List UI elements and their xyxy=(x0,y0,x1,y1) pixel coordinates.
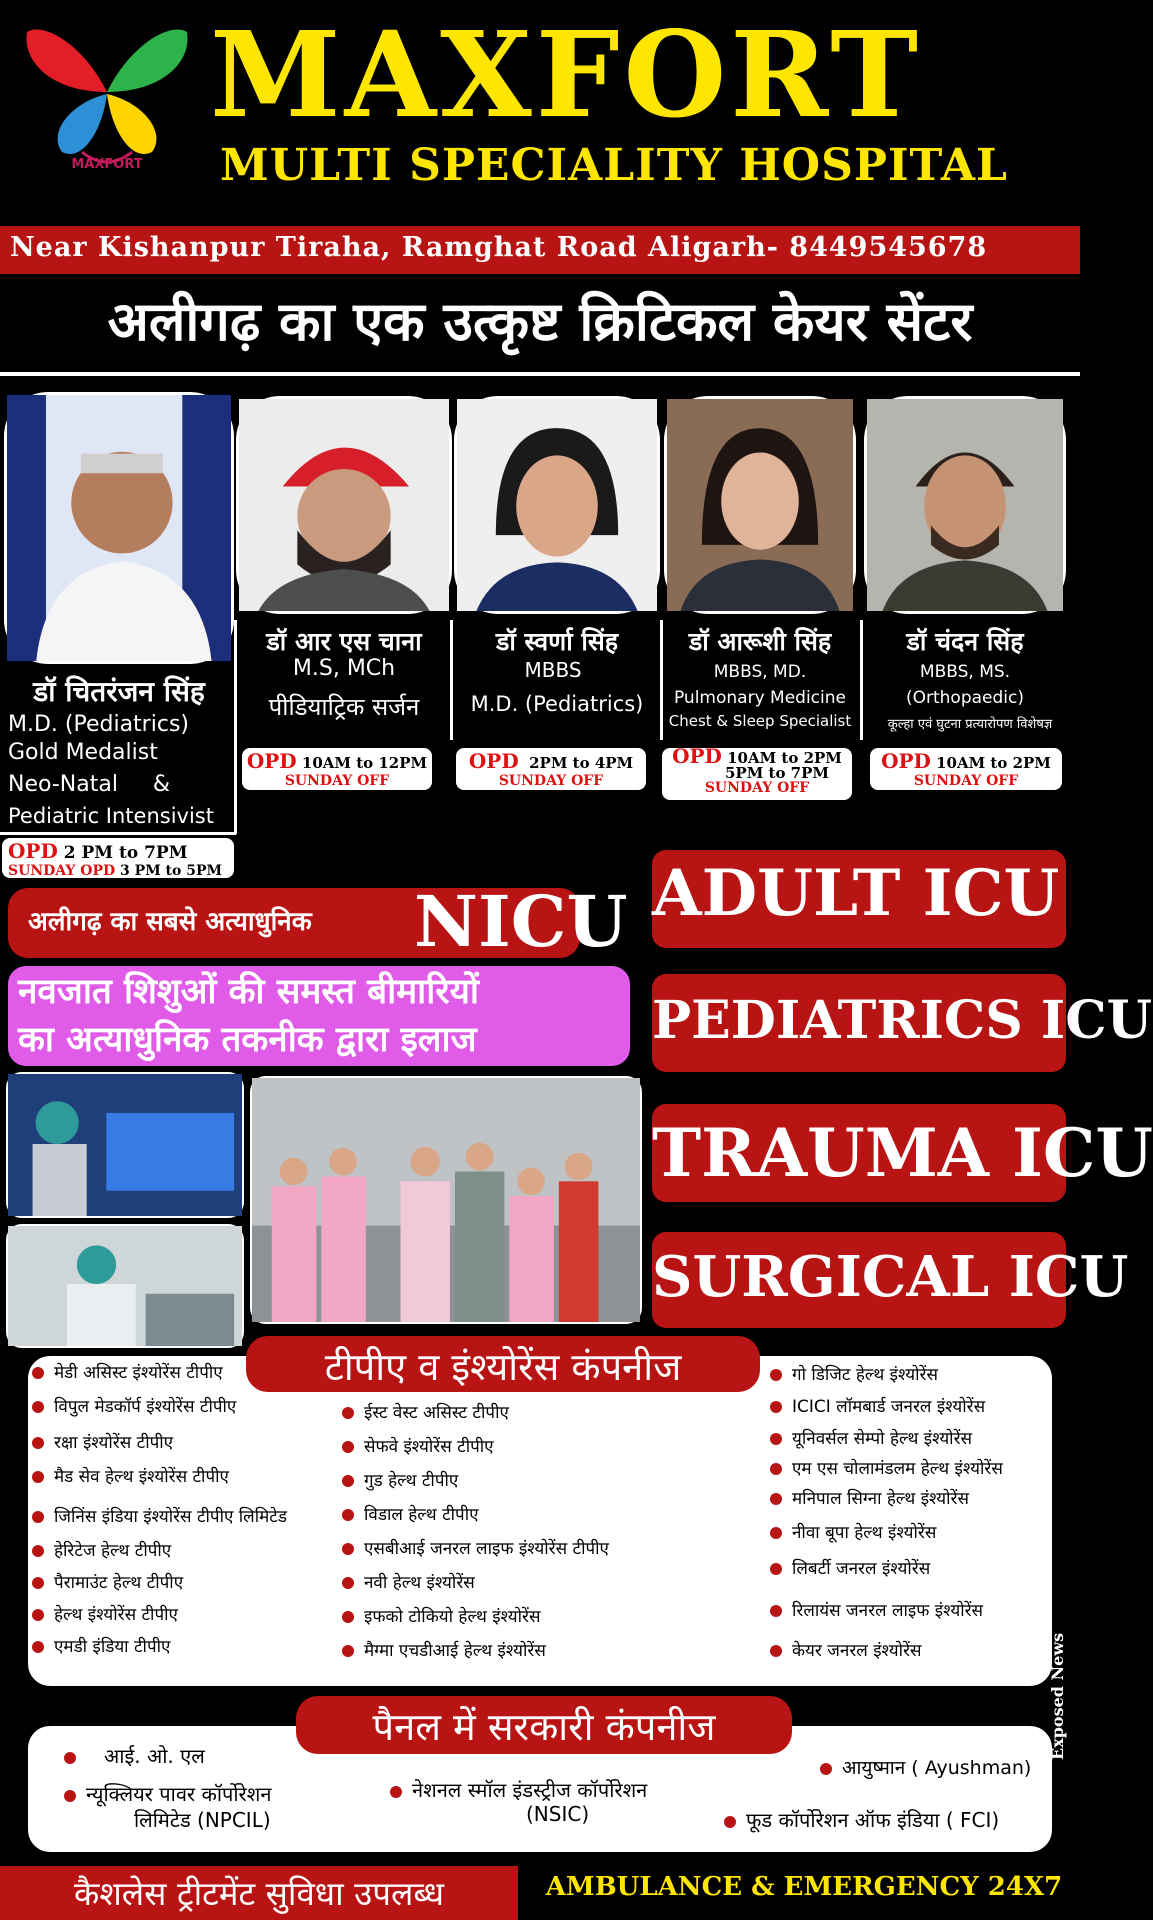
tpa-item-label: नवी हेल्थ इंश्योरेंस xyxy=(364,1573,475,1593)
ambulance-text: AMBULANCE & EMERGENCY 24X7 xyxy=(545,1872,1063,1902)
doctor-name: डॉ आरूशी सिंह xyxy=(688,627,832,656)
opd-label: OPD xyxy=(246,749,297,773)
doctor-qualification: Gold Medalist xyxy=(8,740,158,765)
hospital-subtitle: MULTI SPECIALITY HOSPITAL xyxy=(220,140,1008,191)
bullet-icon xyxy=(32,1471,44,1483)
tpa-item-label: विपुल मेडकॉर्प इंश्योरेंस टीपीए xyxy=(54,1397,237,1417)
tpa-heading: टीपीए व इंश्योरेंस कंपनीज xyxy=(324,1345,682,1389)
bullet-icon xyxy=(820,1763,832,1775)
bullet-icon xyxy=(770,1433,782,1445)
tpa-item xyxy=(32,1464,229,1487)
bullet-icon xyxy=(32,1545,44,1557)
gov-item-label: आई. ओ. एल xyxy=(104,1744,205,1768)
tpa-item-label: एसबीआई जनरल लाइफ इंश्योरेंस टीपीए xyxy=(364,1539,609,1559)
bullet-icon xyxy=(342,1577,354,1589)
tpa-item xyxy=(770,1638,921,1661)
bullet-icon xyxy=(770,1605,782,1617)
opd-note: SUNDAY OFF xyxy=(284,773,390,789)
bullet-icon xyxy=(342,1543,354,1555)
doctor-qualification: M.S, MCh xyxy=(292,656,396,681)
tpa-item-label: मेडी असिस्ट इंश्योरेंस टीपीए xyxy=(54,1363,223,1383)
tpa-item-label: सेफवे इंश्योरेंस टीपीए xyxy=(364,1437,494,1457)
gov-item xyxy=(64,1742,205,1769)
bullet-icon xyxy=(64,1752,76,1764)
bullet-icon xyxy=(342,1475,354,1487)
tpa-item-label: मनिपाल सिग्ना हेल्थ इंश्योरेंस xyxy=(792,1489,969,1509)
bullet-icon xyxy=(342,1441,354,1453)
tpa-item xyxy=(770,1426,972,1449)
tpa-item xyxy=(32,1538,171,1561)
tpa-item-label: हेरिटेज हेल्थ टीपीए xyxy=(54,1541,172,1561)
opd-note-suffix: 3 PM to 5PM xyxy=(115,863,223,879)
column-divider xyxy=(660,620,663,740)
tpa-item xyxy=(770,1556,930,1579)
icu-label: ADULT ICU xyxy=(652,856,1060,931)
nicu-description-line: का अत्याधुनिक तकनीक द्वारा इलाज xyxy=(18,1020,477,1060)
bullet-icon xyxy=(32,1577,44,1589)
divider xyxy=(0,372,1080,376)
opd-time: 10AM to 2PM xyxy=(930,754,1051,772)
tpa-item xyxy=(342,1570,475,1593)
opd-time: 10AM to 12PM xyxy=(296,754,428,772)
doctor-frame-line xyxy=(0,832,236,835)
doctor-qualification: MBBS xyxy=(524,658,582,682)
bullet-icon xyxy=(342,1645,354,1657)
tpa-item-label: मैड सेव हेल्थ इंश्योरेंस टीपीए xyxy=(54,1467,229,1487)
tpa-item-label: ICICI लॉमबार्ड जनरल इंश्योरेंस xyxy=(792,1397,986,1417)
cashless-text: कैशलेस ट्रीटमेंट सुविधा उपलब्ध xyxy=(73,1874,445,1913)
icu-label: SURGICAL ICU xyxy=(652,1244,1129,1310)
tpa-item-label: एम एस चोलामंडलम हेल्थ इंश्योरेंस xyxy=(792,1459,1003,1479)
team-photo xyxy=(250,1076,642,1324)
bullet-icon xyxy=(32,1609,44,1621)
tpa-item xyxy=(32,1394,236,1417)
tpa-column-3 xyxy=(770,1362,1050,1672)
icu-label: PEDIATRICS ICU xyxy=(652,990,1152,1051)
doctor-qualification: Pulmonary Medicine xyxy=(673,688,846,708)
bullet-icon xyxy=(770,1527,782,1539)
bullet-icon xyxy=(770,1401,782,1413)
doctor-photo xyxy=(864,396,1066,614)
doctor-name: डॉ चंदन सिंह xyxy=(906,627,1024,656)
opd-badge xyxy=(2,838,234,878)
gov-item xyxy=(820,1754,1031,1780)
tpa-item xyxy=(32,1430,173,1453)
tpa-item-label: रक्षा इंश्योरेंस टीपीए xyxy=(54,1433,174,1453)
tpa-item xyxy=(342,1604,541,1627)
hospital-title: MAXFORT xyxy=(210,5,923,144)
gov-item-label: नेशनल स्मॉल इंडस्ट्रीज कॉर्पोरेशन xyxy=(412,1778,648,1802)
gov-item xyxy=(724,1806,999,1833)
doctor-photo xyxy=(236,396,452,614)
bullet-icon xyxy=(770,1463,782,1475)
doctor-qualification: Chest & Sleep Specialist xyxy=(668,712,852,730)
tpa-item xyxy=(32,1504,287,1527)
tpa-item xyxy=(32,1634,170,1657)
tpa-item-label: यूनिवर्सल सेम्पो हेल्थ इंश्योरेंस xyxy=(792,1429,973,1449)
address-text: Near Kishanpur Tiraha, Ramghat Road Aligarh- 8449545678 xyxy=(10,232,988,263)
gov-item-label: आयुष्मान ( Ayushman) xyxy=(842,1757,1032,1779)
tpa-item-label: हेल्थ इंश्योरेंस टीपीए xyxy=(54,1605,178,1625)
nicu-tagline: अलीगढ़ का सबसे अत्याधुनिक xyxy=(28,907,312,937)
bullet-icon xyxy=(390,1786,402,1798)
tpa-item xyxy=(770,1520,936,1543)
opd-badge xyxy=(662,744,852,800)
tpa-item-label: गो डिजिट हेल्थ इंश्योरेंस xyxy=(792,1365,938,1385)
gov-heading: पैनल में सरकारी कंपनीज xyxy=(372,1705,716,1749)
tpa-item-label: इफको टोकियो हेल्थ इंश्योरेंस xyxy=(364,1607,541,1627)
bullet-icon xyxy=(342,1509,354,1521)
bullet-icon xyxy=(770,1493,782,1505)
tpa-item xyxy=(342,1400,509,1423)
bullet-icon xyxy=(770,1369,782,1381)
gov-item-continued xyxy=(134,1806,271,1833)
opd-note-opd: OPD xyxy=(80,863,116,879)
doctor-name: डॉ स्वर्णा सिंह xyxy=(495,627,619,656)
tpa-item-label: जिनिंस इंडिया इंश्योरेंस टीपीए लिमिटेड xyxy=(54,1507,287,1527)
opd-time-2: 5PM to 7PM xyxy=(724,764,830,782)
bullet-icon xyxy=(724,1816,736,1828)
bullet-icon xyxy=(32,1437,44,1449)
opd-badge xyxy=(456,748,646,790)
logo-text: MAXFORT xyxy=(71,157,143,172)
doctor-qualification: पीडियाट्रिक सर्जन xyxy=(268,693,420,721)
opd-badge xyxy=(870,748,1062,790)
doctor-qualification: (Orthopaedic) xyxy=(905,688,1024,708)
opd-time: 2 PM to 7PM xyxy=(57,843,188,863)
bullet-icon xyxy=(342,1611,354,1623)
opd-label: OPD xyxy=(468,749,519,773)
bullet-icon xyxy=(342,1407,354,1419)
doctor-name: डॉ चितरंजन सिंह xyxy=(33,675,205,708)
tpa-item xyxy=(770,1598,983,1621)
nicu-description-line: नवजात शिशुओं की समस्त बीमारियों xyxy=(18,972,479,1012)
tagline: अलीगढ़ का एक उत्कृष्ट क्रिटिकल केयर सेंटर xyxy=(107,290,973,353)
gov-item-label: फूड कॉर्पोरेशन ऑफ इंडिया ( FCI) xyxy=(746,1808,1000,1832)
doctor-qualification: कूल्हा एवं घुटना प्रत्यारोपण विशेषज्ञ xyxy=(887,717,1053,732)
doctor-qualification: Neo-Natal & xyxy=(8,772,171,797)
icu-label: TRAUMA ICU xyxy=(652,1114,1153,1192)
doctor-qualification: Pediatric Intensivist xyxy=(8,804,214,828)
tpa-item-label: विडाल हेल्थ टीपीए xyxy=(364,1505,479,1525)
opd-note: SUNDAY OFF xyxy=(913,773,1019,789)
doctor-qualification: MBBS, MS. xyxy=(919,662,1011,682)
tpa-column-2 xyxy=(342,1400,672,1670)
doctor-qualification: MBBS, MD. xyxy=(713,662,807,682)
tpa-item xyxy=(770,1486,969,1509)
opd-note-prefix: SUNDAY xyxy=(8,863,81,879)
tpa-item xyxy=(770,1456,1003,1479)
watermark xyxy=(1044,1620,1074,1770)
opd-note xyxy=(8,863,234,879)
tpa-item xyxy=(342,1536,609,1559)
column-divider xyxy=(860,620,863,740)
opd-time: 2PM to 4PM xyxy=(518,754,634,772)
tpa-item-label: गुड हेल्थ टीपीए xyxy=(364,1471,459,1491)
tpa-item-label: ईस्ट वेस्ट असिस्ट टीपीए xyxy=(364,1403,509,1423)
nicu-photo xyxy=(6,1072,244,1218)
butterfly-logo xyxy=(22,12,192,172)
bullet-icon xyxy=(770,1645,782,1657)
tpa-item-label: केयर जनरल इंश्योरेंस xyxy=(792,1641,922,1661)
opd-label: OPD xyxy=(672,744,722,768)
tpa-column-1 xyxy=(32,1360,352,1670)
tpa-item xyxy=(342,1502,479,1525)
tpa-item xyxy=(32,1360,223,1383)
bullet-icon xyxy=(32,1367,44,1379)
opd-label: OPD xyxy=(881,749,931,773)
opd-note: SUNDAY OFF xyxy=(704,780,810,796)
tpa-item xyxy=(32,1570,183,1593)
gov-item xyxy=(390,1776,647,1803)
tpa-item xyxy=(32,1602,178,1625)
doctor-photo xyxy=(4,392,234,664)
bullet-icon xyxy=(32,1401,44,1413)
gov-item-label: (NSIC) xyxy=(526,1802,590,1826)
tpa-item-label: नीवा बूपा हेल्थ इंश्योरेंस xyxy=(792,1523,937,1543)
doctor-qualification: M.D. (Pediatrics) xyxy=(470,692,644,716)
tpa-item xyxy=(342,1468,458,1491)
watermark-text: Exposed News xyxy=(1048,1632,1067,1760)
tpa-item xyxy=(342,1434,494,1457)
gov-item-label: न्यूक्लियर पावर कॉर्पोरेशन xyxy=(86,1782,272,1806)
tpa-item xyxy=(342,1638,546,1661)
gov-item-label: लिमिटेड (NPCIL) xyxy=(134,1808,271,1832)
doctor-name: डॉ आर एस चाना xyxy=(266,627,422,656)
opd-note: SUNDAY OFF xyxy=(498,773,604,789)
gov-item-continued xyxy=(526,1802,589,1826)
tpa-item xyxy=(770,1394,985,1417)
gov-item xyxy=(64,1780,271,1807)
column-divider xyxy=(450,620,453,740)
tpa-item-label: एमडी इंडिया टीपीए xyxy=(54,1637,171,1657)
doctor-qualification: M.D. (Pediatrics) xyxy=(8,712,189,737)
tpa-item xyxy=(770,1362,938,1385)
nicu-title: NICU xyxy=(414,880,628,963)
tpa-item-label: लिबर्टी जनरल इंश्योरेंस xyxy=(792,1559,931,1579)
opd-time: 10AM to 2PM xyxy=(721,749,842,767)
doctor-photo xyxy=(664,396,856,614)
nicu-photo xyxy=(6,1224,244,1348)
bullet-icon xyxy=(32,1511,44,1523)
tpa-item-label: पैरामाउंट हेल्थ टीपीए xyxy=(54,1573,184,1593)
tpa-item-label: मैग्मा एचडीआई हेल्थ इंश्योरेंस xyxy=(364,1641,546,1661)
tpa-item-label: रिलायंस जनरल लाइफ इंश्योरेंस xyxy=(792,1601,984,1621)
bullet-icon xyxy=(770,1563,782,1575)
bullet-icon xyxy=(32,1641,44,1653)
bullet-icon xyxy=(64,1790,76,1802)
doctor-photo xyxy=(454,396,660,614)
opd-label: OPD xyxy=(8,839,58,863)
opd-badge xyxy=(242,748,432,790)
